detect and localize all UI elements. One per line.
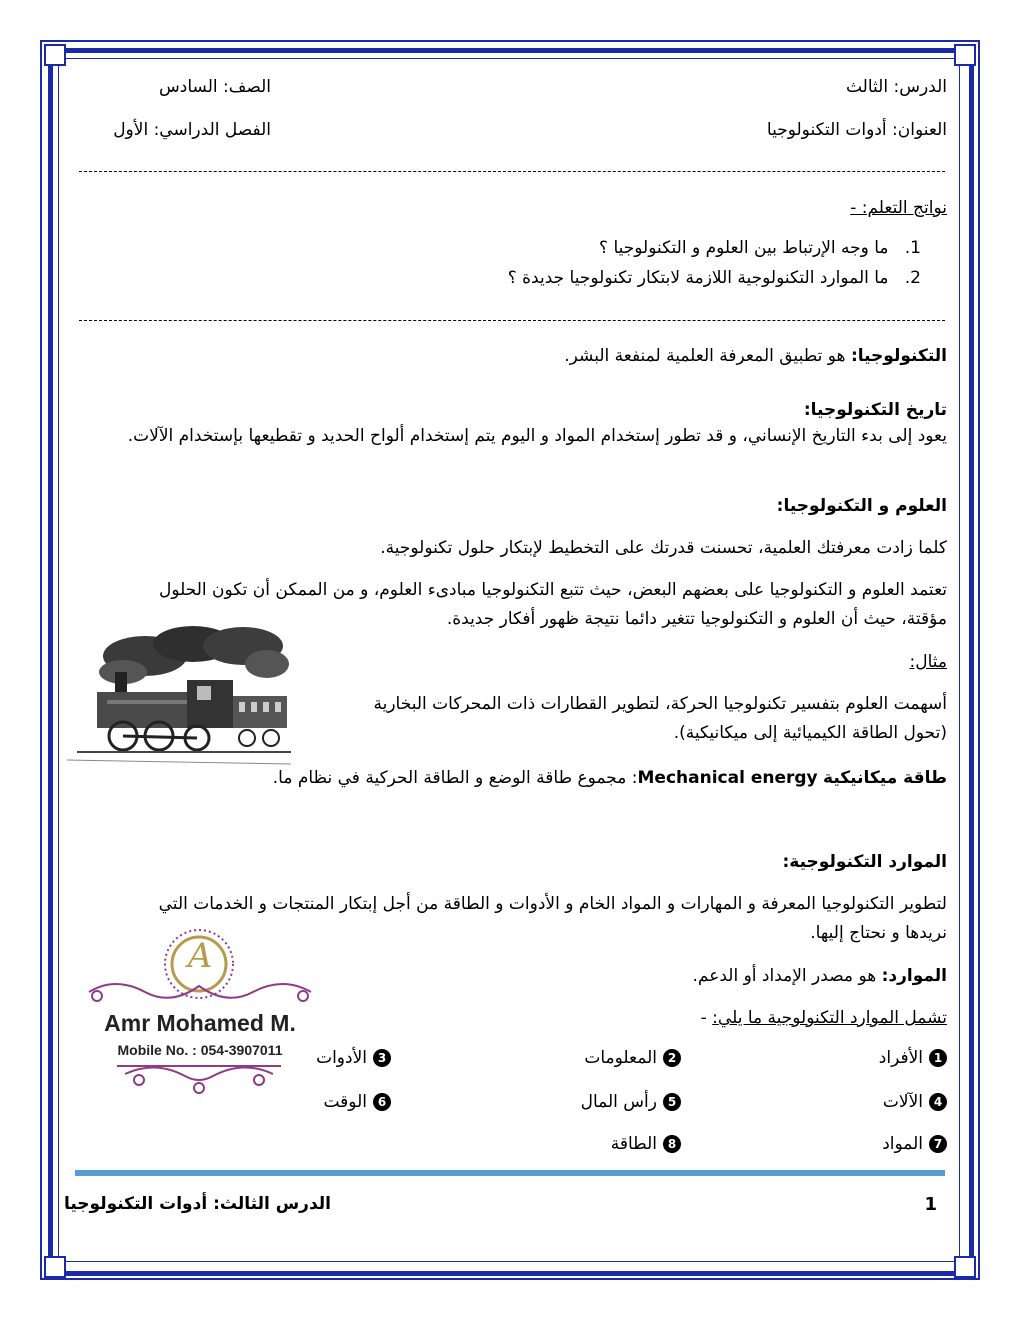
resource-item: 6الوقت: [323, 1092, 391, 1112]
mechanical-term-english: Mechanical energy: [637, 768, 818, 788]
number-badge-icon: 2: [663, 1049, 681, 1067]
border-corner-ornament: [44, 44, 66, 66]
science-paragraph: تعتمد العلوم و التكنولوجيا على بعضهم البعض، حيث تتبع التكنولوجيا مبادىء العلوم، و من الممكن أن تكون الحلول: [158, 580, 947, 600]
resource-item: 2المعلومات: [584, 1048, 681, 1068]
mechanical-term-arabic: طاقة ميكانيكية: [823, 768, 947, 788]
logo-name: Amr Mohamed M.: [104, 1010, 296, 1036]
resources-paragraph: لتطوير التكنولوجيا المعرفة و المهارات و المواد الخام و الأدوات و الطاقة من أجل إبتكار المنتجات و الخدمات التي: [158, 894, 947, 914]
border-corner-ornament: [954, 1256, 976, 1278]
resource-item: 3الأدوات: [316, 1048, 391, 1068]
outcome-number: 1.: [904, 238, 921, 258]
logo-monogram: A: [187, 936, 213, 976]
resource-item: 1الأفراد: [879, 1048, 947, 1068]
resources-definition: [692, 966, 947, 986]
mechanical-energy-definition: [273, 768, 947, 788]
science-paragraph: كلما زادت معرفتك العلمية، تحسنت قدرتك على التخطيط لإبتكار حلول تكنولوجية.: [380, 538, 947, 558]
resources-term: الموارد:: [881, 966, 947, 986]
resources-heading: الموارد التكنولوجية:: [782, 852, 947, 872]
semester-label: الفصل الدراسي: الأول: [113, 120, 271, 140]
number-badge-icon: 1: [929, 1049, 947, 1067]
border-corner-ornament: [44, 1256, 66, 1278]
technology-definition: [564, 346, 947, 366]
science-heading: العلوم و التكنولوجيا:: [776, 496, 947, 516]
lesson-number: الدرس: الثالث: [845, 77, 947, 97]
example-heading: مثال:: [909, 652, 947, 672]
resource-item: 8الطاقة: [611, 1134, 681, 1154]
dashed-divider: [79, 171, 945, 172]
resource-item: 7المواد: [882, 1134, 947, 1154]
outcome-item: [599, 238, 921, 258]
author-logo: [75, 926, 325, 1116]
number-badge-icon: 3: [373, 1049, 391, 1067]
logo-mobile: Mobile No. : 054-3907011: [117, 1042, 283, 1058]
number-badge-icon: 7: [929, 1135, 947, 1153]
outcome-number: 2.: [904, 268, 921, 288]
number-badge-icon: 5: [663, 1093, 681, 1111]
lesson-title: العنوان: أدوات التكنولوجيا: [766, 120, 947, 140]
history-text: يعود إلى بدء التاريخ الإنساني، و قد تطور إستخدام المواد و اليوم يتم إستخدام ألواح الحديد و تقطيعها بإستخدام الآلات.: [127, 426, 947, 446]
document-page: [63, 60, 947, 1260]
outcome-text: ما الموارد التكنولوجية اللازمة لابتكار تكنولوجيا جديدة ؟: [507, 268, 889, 288]
number-badge-icon: 6: [373, 1093, 391, 1111]
footer-lesson-title: الدرس الثالث: أدوات التكنولوجيا: [63, 1194, 331, 1214]
number-badge-icon: 8: [663, 1135, 681, 1153]
definition-term: التكنولوجيا:: [850, 346, 947, 366]
grade-label: الصف: السادس: [159, 77, 271, 97]
number-badge-icon: 4: [929, 1093, 947, 1111]
footer-rule: [75, 1170, 945, 1176]
outcome-item: [508, 268, 921, 288]
border-corner-ornament: [954, 44, 976, 66]
dashed-divider: [79, 320, 945, 321]
science-paragraph: مؤقتة، حيث أن العلوم و التكنولوجيا تتغير دائما نتيجة ظهور أفكار جديدة.: [446, 609, 947, 629]
example-text: (تحول الطاقة الكيميائية إلى ميكانيكية).: [673, 723, 947, 743]
outcome-text: ما وجه الإرتباط بين العلوم و التكنولوجيا ؟: [599, 238, 889, 258]
example-text: أسهمت العلوم بتفسير تكنولوجيا الحركة، لتطوير القطارات ذات المحركات البخارية: [373, 694, 947, 714]
mechanical-text: : مجموع طاقة الوضع و الطاقة الحركية في نظام ما.: [272, 768, 638, 788]
steam-train-illustration: [67, 620, 293, 772]
resource-item: 4الآلات: [883, 1092, 947, 1112]
resources-def-text: هو مصدر الإمداد أو الدعم.: [692, 966, 882, 986]
resources-includes: تشمل الموارد التكنولوجية ما يلي: -: [700, 1008, 947, 1028]
resources-paragraph: نريدها و نحتاج إليها.: [810, 923, 947, 943]
history-heading: تاريخ التكنولوجيا:: [803, 400, 947, 420]
definition-text: هو تطبيق المعرفة العلمية لمنفعة البشر.: [564, 346, 851, 366]
outcomes-heading: نواتج التعلم: -: [850, 198, 947, 218]
page-number: 1: [924, 1194, 937, 1215]
resource-item: 5رأس المال: [581, 1092, 681, 1112]
